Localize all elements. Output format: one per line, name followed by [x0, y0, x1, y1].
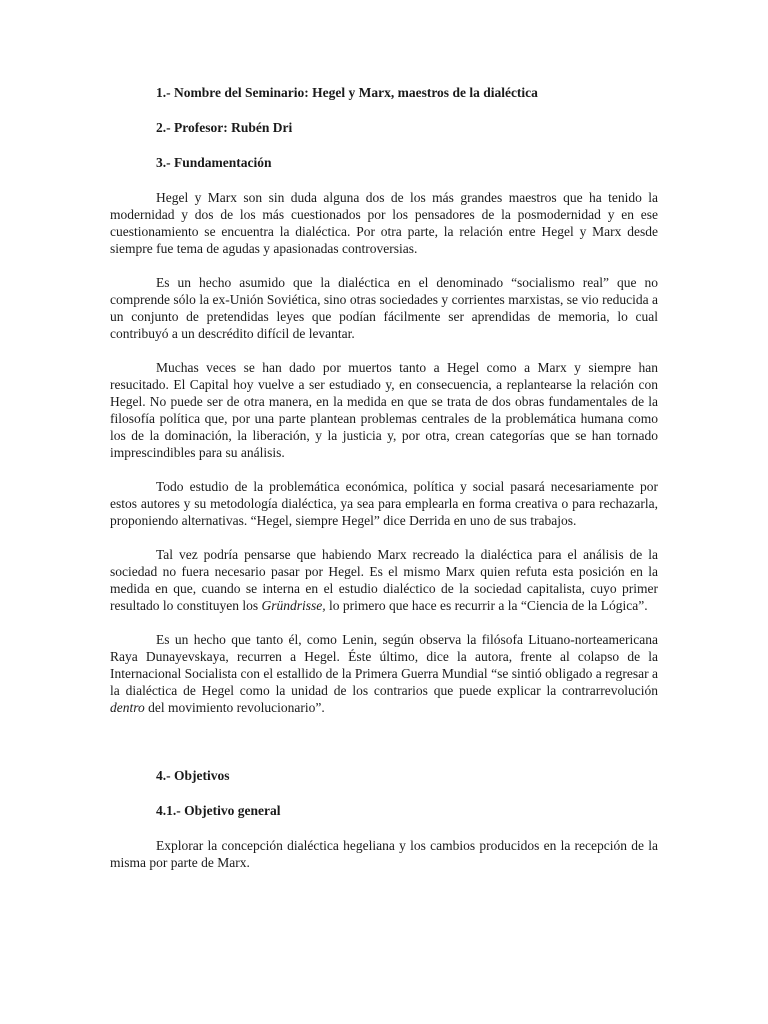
- professor-heading: 2.- Profesor: Rubén Dri: [156, 120, 293, 135]
- grundrisse-italic: Gründrisse,: [261, 598, 326, 613]
- fundamentacion-heading: 3.- Fundamentación: [156, 155, 272, 170]
- lenin-italic: dentro: [110, 700, 145, 715]
- paragraph-el-capital: Muchas veces se han dado por muertos tanto a Hegel como a Marx y siempre han resucitado. El Capital hoy vuelve a ser estudiado y, en consecuencia, a replantearse la relación con Hegel. No puede ser de otra manera, en la medida en que se trata de dos obras fundamentales de la filosofía política que, por una parte plantean problemas centrales de la problemática humana como los de la dominación, la liberación, y la justicia y, por otra, crean categorías que se han tornado imprescindibles para su análisis.: [110, 360, 658, 460]
- paragraph-socialismo-real: Es un hecho asumido que la dialéctica en el denominado “socialismo real” que no comprende sólo la ex-Unión Soviética, sino otras sociedades y corrientes marxistas, se vio reducida a un conjunto de pretendidas leyes que podían fácilmente ser aprendidas de memoria, lo cual contribuyó a un descrédito difícil de levantar.: [110, 275, 658, 341]
- paragraph-problematica: Todo estudio de la problemática económica, política y social pasará necesariamente por estos autores y su metodología dialéctica, ya sea para emplearla en forma creativa o para rechazarla, proponiendo alternativas. “Hegel, siempre Hegel” dice Derrida en uno de sus trabajos.: [110, 479, 658, 528]
- lenin-text-a: Es un hecho que tanto él, como Lenin, según observa la filósofa Lituano-norteamericana Raya Dunayevskaya, recurren a Hegel. Éste último, dice la autora, frente al colapso de la Internacional Socialista con el estallido de la Primera Guerra Mundial “se sintió obligado a regresar a la dialéctica de Hegel como la unidad de los contrarios que puede explicar la contrarrevolución: [110, 632, 658, 698]
- paragraph-grundrisse: [110, 546, 658, 614]
- grundrisse-text-a: Tal vez podría pensarse que habiendo Marx recreado la dialéctica para el análisis de la sociedad no fuera necesario pasar por Hegel. Es el mismo Marx quien refuta esta posición en la medida en que, cuando se interna en el estudio dialéctico de la sociedad capitalista, cuyo primer resultado lo constituyen los: [110, 547, 658, 613]
- paragraph-hegel-marx: Hegel y Marx son sin duda alguna dos de los más grandes maestros que ha tenido la modernidad y dos de los más cuestionados por los pensadores de la posmodernidad y en ese cuestionamiento se encuentra la dialéctica. Por otra parte, la relación entre Hegel y Marx desde siempre fue tema de agudas y apasionadas controversias.: [110, 190, 658, 256]
- objetivos-heading: 4.- Objetivos: [156, 768, 230, 783]
- seminar-name-heading: 1.- Nombre del Seminario: Hegel y Marx, maestros de la dialéctica: [156, 85, 538, 100]
- paragraph-objetivo-general: Explorar la concepción dialéctica hegeliana y los cambios producidos en la recepción de la misma por parte de Marx.: [110, 838, 658, 870]
- section-gap: [110, 733, 658, 767]
- objetivo-general-heading: 4.1.- Objetivo general: [156, 803, 281, 818]
- grundrisse-text-c: lo primero que hace es recurrir a la “Ciencia de la Lógica”.: [325, 598, 648, 613]
- lenin-text-c: del movimiento revolucionario”.: [144, 700, 325, 715]
- paragraph-lenin: [110, 631, 658, 716]
